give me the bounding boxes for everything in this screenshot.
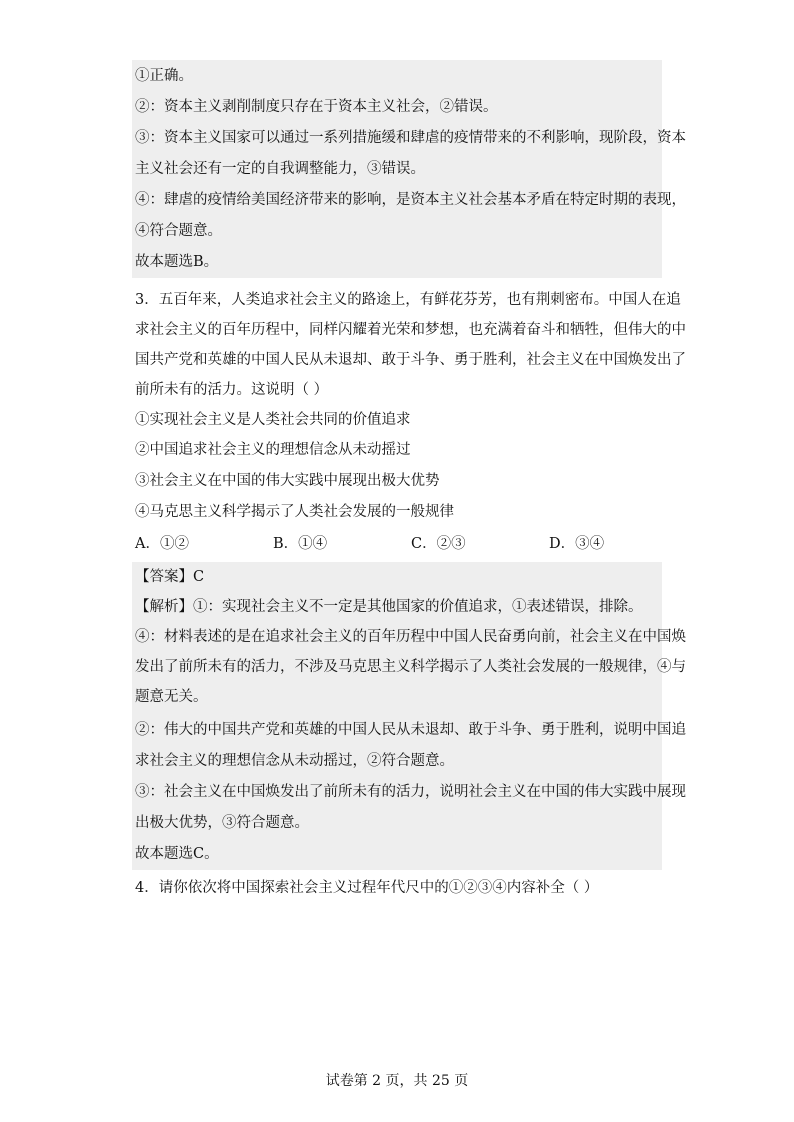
explanation-line: ①正确。	[135, 68, 193, 84]
question-3-statement: ①实现社会主义是人类社会共同的价值追求	[135, 412, 411, 428]
explanation-line: 主义社会还有一定的自我调整能力，③错误。	[135, 161, 425, 177]
explanation-line: 故本题选B。	[135, 254, 219, 270]
page-footer: 试卷第 2 页，共 25 页	[325, 1073, 469, 1089]
analysis-line: 题意无关。	[135, 689, 208, 705]
analysis-line: 发出了前所未有的活力，不涉及马克思主义科学揭示了人类社会发展的一般规律，④与	[135, 659, 686, 675]
analysis-line: 出极大优势，③符合题意。	[135, 815, 309, 831]
explanation-line: ④：肆虐的疫情给美国经济带来的影响，是资本主义社会基本矛盾在特定时期的表现，	[135, 192, 686, 208]
question-4-stem: 4．请你依次将中国探索社会主义过程年代尺中的①②③④内容补全（ ）	[135, 880, 599, 896]
option-b: B．①④	[273, 536, 328, 552]
question-3-stem-line: 前所未有的活力。这说明（ ）	[135, 382, 329, 398]
analysis-line: 【解析】①：实现社会主义不一定是其他国家的价值追求，①表述错误，排除。	[135, 599, 643, 615]
analysis-line: ②：伟大的中国共产党和英雄的中国人民从未退却、敢于斗争、勇于胜利，说明中国追	[135, 722, 686, 738]
question-3-options	[135, 534, 660, 554]
answer-line: 【答案】C	[135, 569, 205, 585]
question-3-stem-line: 求社会主义的百年历程中，同样闪耀着光荣和梦想，也充满着奋斗和牺牲，但伟大的中	[135, 322, 686, 338]
explanation-line: ③：资本主义国家可以通过一系列措施缓和肆虐的疫情带来的不利影响，现阶段，资本	[135, 130, 686, 146]
question-3-statement: ②中国追求社会主义的理想信念从未动摇过	[135, 442, 411, 458]
question-3-stem-line: 国共产党和英雄的中国人民从未退却、敢于斗争、勇于胜利，社会主义在中国焕发出了	[135, 352, 686, 368]
question-3-statement: ④马克思主义科学揭示了人类社会发展的一般规律	[135, 504, 454, 520]
option-d: D．③④	[549, 536, 605, 552]
explanation-line: ④符合题意。	[135, 223, 222, 239]
analysis-line: 求社会主义的理想信念从未动摇过，②符合题意。	[135, 753, 454, 769]
analysis-line: ④：材料表述的是在追求社会主义的百年历程中中国人民奋勇向前，社会主义在中国焕	[135, 629, 686, 645]
option-c: C．②③	[411, 536, 466, 552]
explanation-line: ②：资本主义剥削制度只存在于资本主义社会，②错误。	[135, 99, 498, 115]
question-3-statement: ③社会主义在中国的伟大实践中展现出极大优势	[135, 473, 440, 489]
question-3-stem-line: 3．五百年来，人类追求社会主义的路途上，有鲜花芬芳，也有荆刺密布。中国人在追	[135, 292, 681, 308]
option-a: A．①②	[135, 536, 189, 552]
analysis-line: 故本题选C。	[135, 846, 219, 862]
analysis-line: ③：社会主义在中国焕发出了前所未有的活力，说明社会主义在中国的伟大实践中展现	[135, 784, 686, 800]
